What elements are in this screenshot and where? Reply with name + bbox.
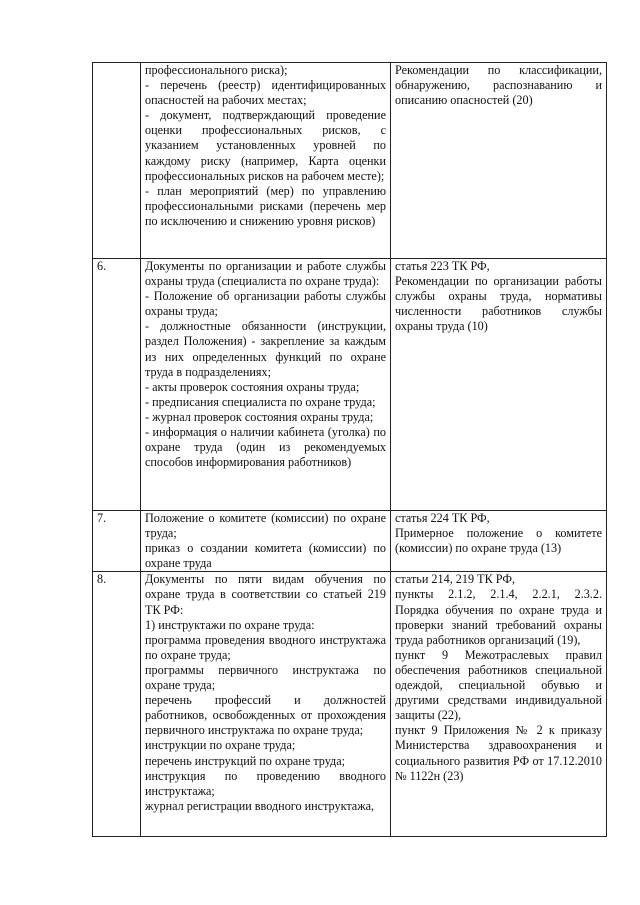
legal-basis-cell [391,572,607,837]
document-item: программы первичного инструктажа по охране труда; [145,662,386,693]
legal-basis-item: пункт 9 Межотраслевых правил обеспечения работников специальной одеждой, специальной обувью и другими средствами индивидуальной защиты (22), [395,647,602,723]
row-number: 6. [93,259,141,511]
row-number: 8. [93,572,141,837]
table-row [93,511,607,572]
document-item: - журнал проверок состояния охраны труда; [145,409,374,424]
document-item: профессионального риска); [145,63,288,77]
document-item: - предписания специалиста по охране труда; [145,394,376,409]
legal-basis-item: статья 224 ТК РФ, [395,511,490,525]
legal-basis-item: статьи 214, 219 ТК РФ, [395,572,516,587]
document-item: - акты проверок состояния охраны труда; [145,379,360,394]
document-item: перечень инструкций по охране труда; [145,753,346,768]
row-number: 7. [93,511,141,572]
document-item: Документы по организации и работе службы охраны труда (специалиста по охране труда): [145,259,386,289]
document-item: инструкция по проведению вводного инструктажа; [145,768,386,798]
document-item: перечень профессий и должностей работников, освобожденных от прохождения первичного инструктажа по охране труда; [145,693,386,738]
documents-cell [141,511,391,572]
legal-basis-item: Рекомендации по организации работы службы охраны труда, нормативы численности работников службы охраны труда (10) [395,274,602,334]
document-item: - документ, подтверждающий проведение оценки профессиональных рисков, с указанием установленных уровней по каждому риску (например, Карта оценки профессиональных рисков на рабочем месте); [145,108,386,183]
legal-basis-cell [391,511,607,572]
legal-basis-item: Рекомендации по классификации, обнаружению, распознаванию и описанию опасностей (20) [395,63,602,108]
documents-cell [141,572,391,837]
document-item: Документы по пяти видам обучения по охране труда в соответствии со статьей 219 ТК РФ: [145,572,386,617]
legal-basis-cell [391,63,607,259]
documents-cell [141,63,391,259]
document-item: - перечень (реестр) идентифицированных опасностей на рабочих местах; [145,78,386,108]
document-item: программа проведения вводного инструктажа по охране труда; [145,632,386,662]
table-row [93,572,607,837]
document-item: журнал регистрации вводного инструктажа, [145,798,375,813]
documents-cell [141,259,391,511]
document-item: - должностные обязанности (инструкции, раздел Положения) - закрепление за каждым из них определенных функций по охране труда в подразделениях; [145,319,386,379]
row-number [93,63,141,259]
document-item: - Положение об организации работы службы охраны труда; [145,289,386,319]
legal-basis-item: статья 223 ТК РФ, [395,259,490,273]
document-item: 1) инструктажи по охране труда: [145,617,315,632]
document-item: приказ о создании комитета (комиссии) по охране труда [145,541,386,571]
table-row [93,63,607,259]
requirements-table [92,62,607,837]
document-item: Положение о комитете (комиссии) по охране труда; [145,511,386,541]
document-item: инструкции по охране труда; [145,738,296,753]
legal-basis-item: пункт 9 Приложения № 2 к приказу Министерства здравоохранения и социального развития РФ от 17.12.2010 № 1122н (23) [395,723,602,783]
legal-basis-item: пункты 2.1.2, 2.1.4, 2.2.1, 2.3.2. Порядка обучения по охране труда и проверки знаний требований охраны труда работников организаций (19), [395,587,602,647]
document-item: - информация о наличии кабинета (уголка) по охране труда (один из рекомендуемых способов информирования работников) [145,425,386,470]
table-row [93,259,607,511]
document-item: - план мероприятий (мер) по управлению профессиональными рисками (перечень мер по исключению и снижению уровня рисков) [145,183,386,228]
legal-basis-item: Примерное положение о комитете (комиссии) по охране труда (13) [395,526,602,556]
legal-basis-cell [391,259,607,511]
